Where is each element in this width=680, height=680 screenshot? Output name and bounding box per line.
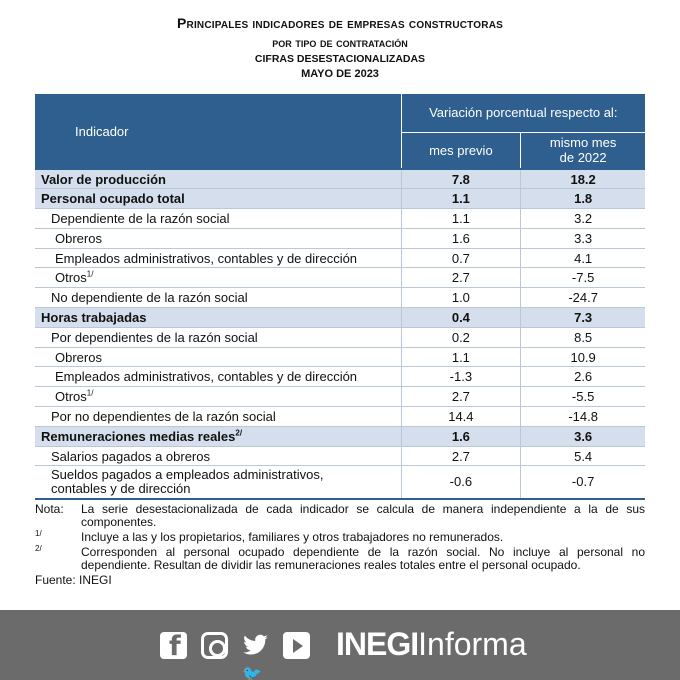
table-row: [35, 189, 645, 209]
twitter-bird-shape: [242, 632, 269, 659]
indicators-table: [35, 94, 645, 500]
row-label: Por no dependientes de la razón social: [35, 407, 401, 427]
facebook-icon[interactable]: [160, 632, 187, 659]
youtube-icon[interactable]: [283, 632, 310, 659]
table-row: [35, 426, 645, 446]
header-group: Variación porcentual respecto al:: [401, 94, 645, 132]
row-label-cell: [35, 387, 401, 407]
note-source: [35, 574, 645, 587]
instagram-icon[interactable]: [201, 632, 228, 659]
note-text: La serie desestacionalizada de cada indicador se calcula de manera independiente a la de sus componentes.: [81, 502, 645, 529]
row-label-cell: [35, 466, 401, 499]
table-row: [35, 209, 645, 229]
title-line-3: CIFRAS DESESTACIONALIZADAS: [254, 53, 426, 65]
row-value-previous: 1.1: [401, 189, 521, 209]
row-value-previous: 1.1: [401, 347, 521, 367]
note-key: Nota:: [35, 502, 64, 516]
header-col-previous-month: mes previo: [401, 132, 521, 169]
note-key-sup: 2/: [35, 544, 42, 553]
row-label: Otros: [55, 389, 87, 405]
footnotes: [35, 503, 645, 589]
header-col-same-month: [521, 132, 645, 169]
row-value-previous: 2.7: [401, 268, 521, 288]
table-row: [35, 466, 645, 499]
row-label-cell: [35, 426, 401, 446]
table-row: [35, 308, 645, 328]
row-value-annual: 3.3: [521, 228, 645, 248]
row-label: Empleados administrativos, contables y de dirección: [35, 248, 401, 268]
row-value-previous: 0.4: [401, 308, 521, 328]
note-key: [35, 531, 81, 544]
row-label: Salarios pagados a obreros: [35, 446, 401, 466]
header-indicator: Indicador: [35, 94, 401, 169]
row-value-previous: -0.6: [401, 466, 521, 499]
header-col2-line1: mismo mes: [549, 135, 617, 151]
table-row: [35, 327, 645, 347]
row-label: Otros: [55, 270, 87, 286]
row-label-line1: Sueldos pagados a empleados administrativos,: [51, 467, 324, 483]
row-value-annual: 10.9: [521, 347, 645, 367]
table-row: [35, 228, 645, 248]
row-value-previous: -1.3: [401, 367, 521, 387]
row-label: Obreros: [35, 347, 401, 367]
table-row: [35, 387, 645, 407]
twitter-icon[interactable]: [242, 632, 269, 659]
title-line-2: por tipo de contratación: [272, 35, 408, 50]
row-value-annual: 18.2: [521, 169, 645, 189]
row-value-annual: 3.6: [521, 426, 645, 446]
note-key-sup: 1/: [35, 529, 42, 538]
table-row: [35, 288, 645, 308]
row-value-previous: 0.2: [401, 327, 521, 347]
footnote-ref: 1/: [86, 270, 94, 280]
title-year: 2023: [354, 68, 379, 80]
row-value-previous: 0.7: [401, 248, 521, 268]
title-month: MAYO DE: [301, 68, 355, 80]
table-row: [35, 407, 645, 427]
brand-bold: INEGI: [336, 626, 419, 662]
row-value-annual: 8.5: [521, 327, 645, 347]
footnote-ref: 2/: [235, 428, 243, 438]
social-links: [160, 632, 310, 659]
table-row: [35, 248, 645, 268]
note-1: [35, 531, 645, 544]
row-label: Horas trabajadas: [35, 308, 401, 328]
row-label: Valor de producción: [35, 169, 401, 189]
row-value-previous: 1.6: [401, 228, 521, 248]
title-line-1: Principales indicadores de empresas constructoras: [176, 15, 504, 31]
row-value-annual: -14.8: [521, 407, 645, 427]
table-row: [35, 169, 645, 189]
table-row: [35, 347, 645, 367]
title-line-4: [0, 67, 680, 82]
row-value-previous: 1.0: [401, 288, 521, 308]
row-label: Obreros: [35, 228, 401, 248]
note-text: Corresponden al personal ocupado dependiente de la razón social. No incluye al personal no dependiente. Resultan de dividir las remuneraciones reales totales entre el personal ocupado.: [81, 545, 645, 572]
row-value-annual: 7.3: [521, 308, 645, 328]
note-general: [35, 503, 645, 529]
table-row: [35, 268, 645, 288]
row-label: No dependiente de la razón social: [35, 288, 401, 308]
row-value-annual: -24.7: [521, 288, 645, 308]
header-col2-line2: de 2022: [559, 150, 607, 166]
row-label: Dependiente de la razón social: [35, 209, 401, 229]
note-key: [35, 546, 81, 572]
source-text: Fuente: INEGI: [35, 573, 112, 587]
note-text: Incluye a las y los propietarios, familiares y otros trabajadores no remunerados.: [81, 530, 504, 544]
row-value-annual: 2.6: [521, 367, 645, 387]
row-value-annual: 4.1: [521, 248, 645, 268]
row-label-line2: contables y de dirección: [51, 481, 191, 497]
row-value-previous: 1.1: [401, 209, 521, 229]
row-value-previous: 2.7: [401, 387, 521, 407]
table-row: [35, 367, 645, 387]
row-value-annual: 5.4: [521, 446, 645, 466]
row-value-annual: -7.5: [521, 268, 645, 288]
row-value-previous: 1.6: [401, 426, 521, 446]
row-label: Remuneraciones medias reales: [41, 428, 236, 444]
row-value-previous: 14.4: [401, 407, 521, 427]
row-label: Personal ocupado total: [35, 189, 401, 209]
footer-bar: [0, 610, 680, 680]
note-2: [35, 546, 645, 572]
row-value-previous: 2.7: [401, 446, 521, 466]
footnote-ref: 1/: [86, 388, 94, 398]
row-label: Por dependientes de la razón social: [35, 327, 401, 347]
table-row: [35, 446, 645, 466]
row-value-previous: 7.8: [401, 169, 521, 189]
inegi-informa-logo: [336, 626, 527, 662]
row-value-annual: 1.8: [521, 189, 645, 209]
row-value-annual: -5.5: [521, 387, 645, 407]
row-label: Empleados administrativos, contables y de dirección: [35, 367, 401, 387]
brand-regular: Informa: [418, 626, 527, 662]
row-value-annual: 3.2: [521, 209, 645, 229]
report-title: [0, 14, 680, 82]
row-value-annual: -0.7: [521, 466, 645, 499]
row-label-cell: [35, 268, 401, 288]
